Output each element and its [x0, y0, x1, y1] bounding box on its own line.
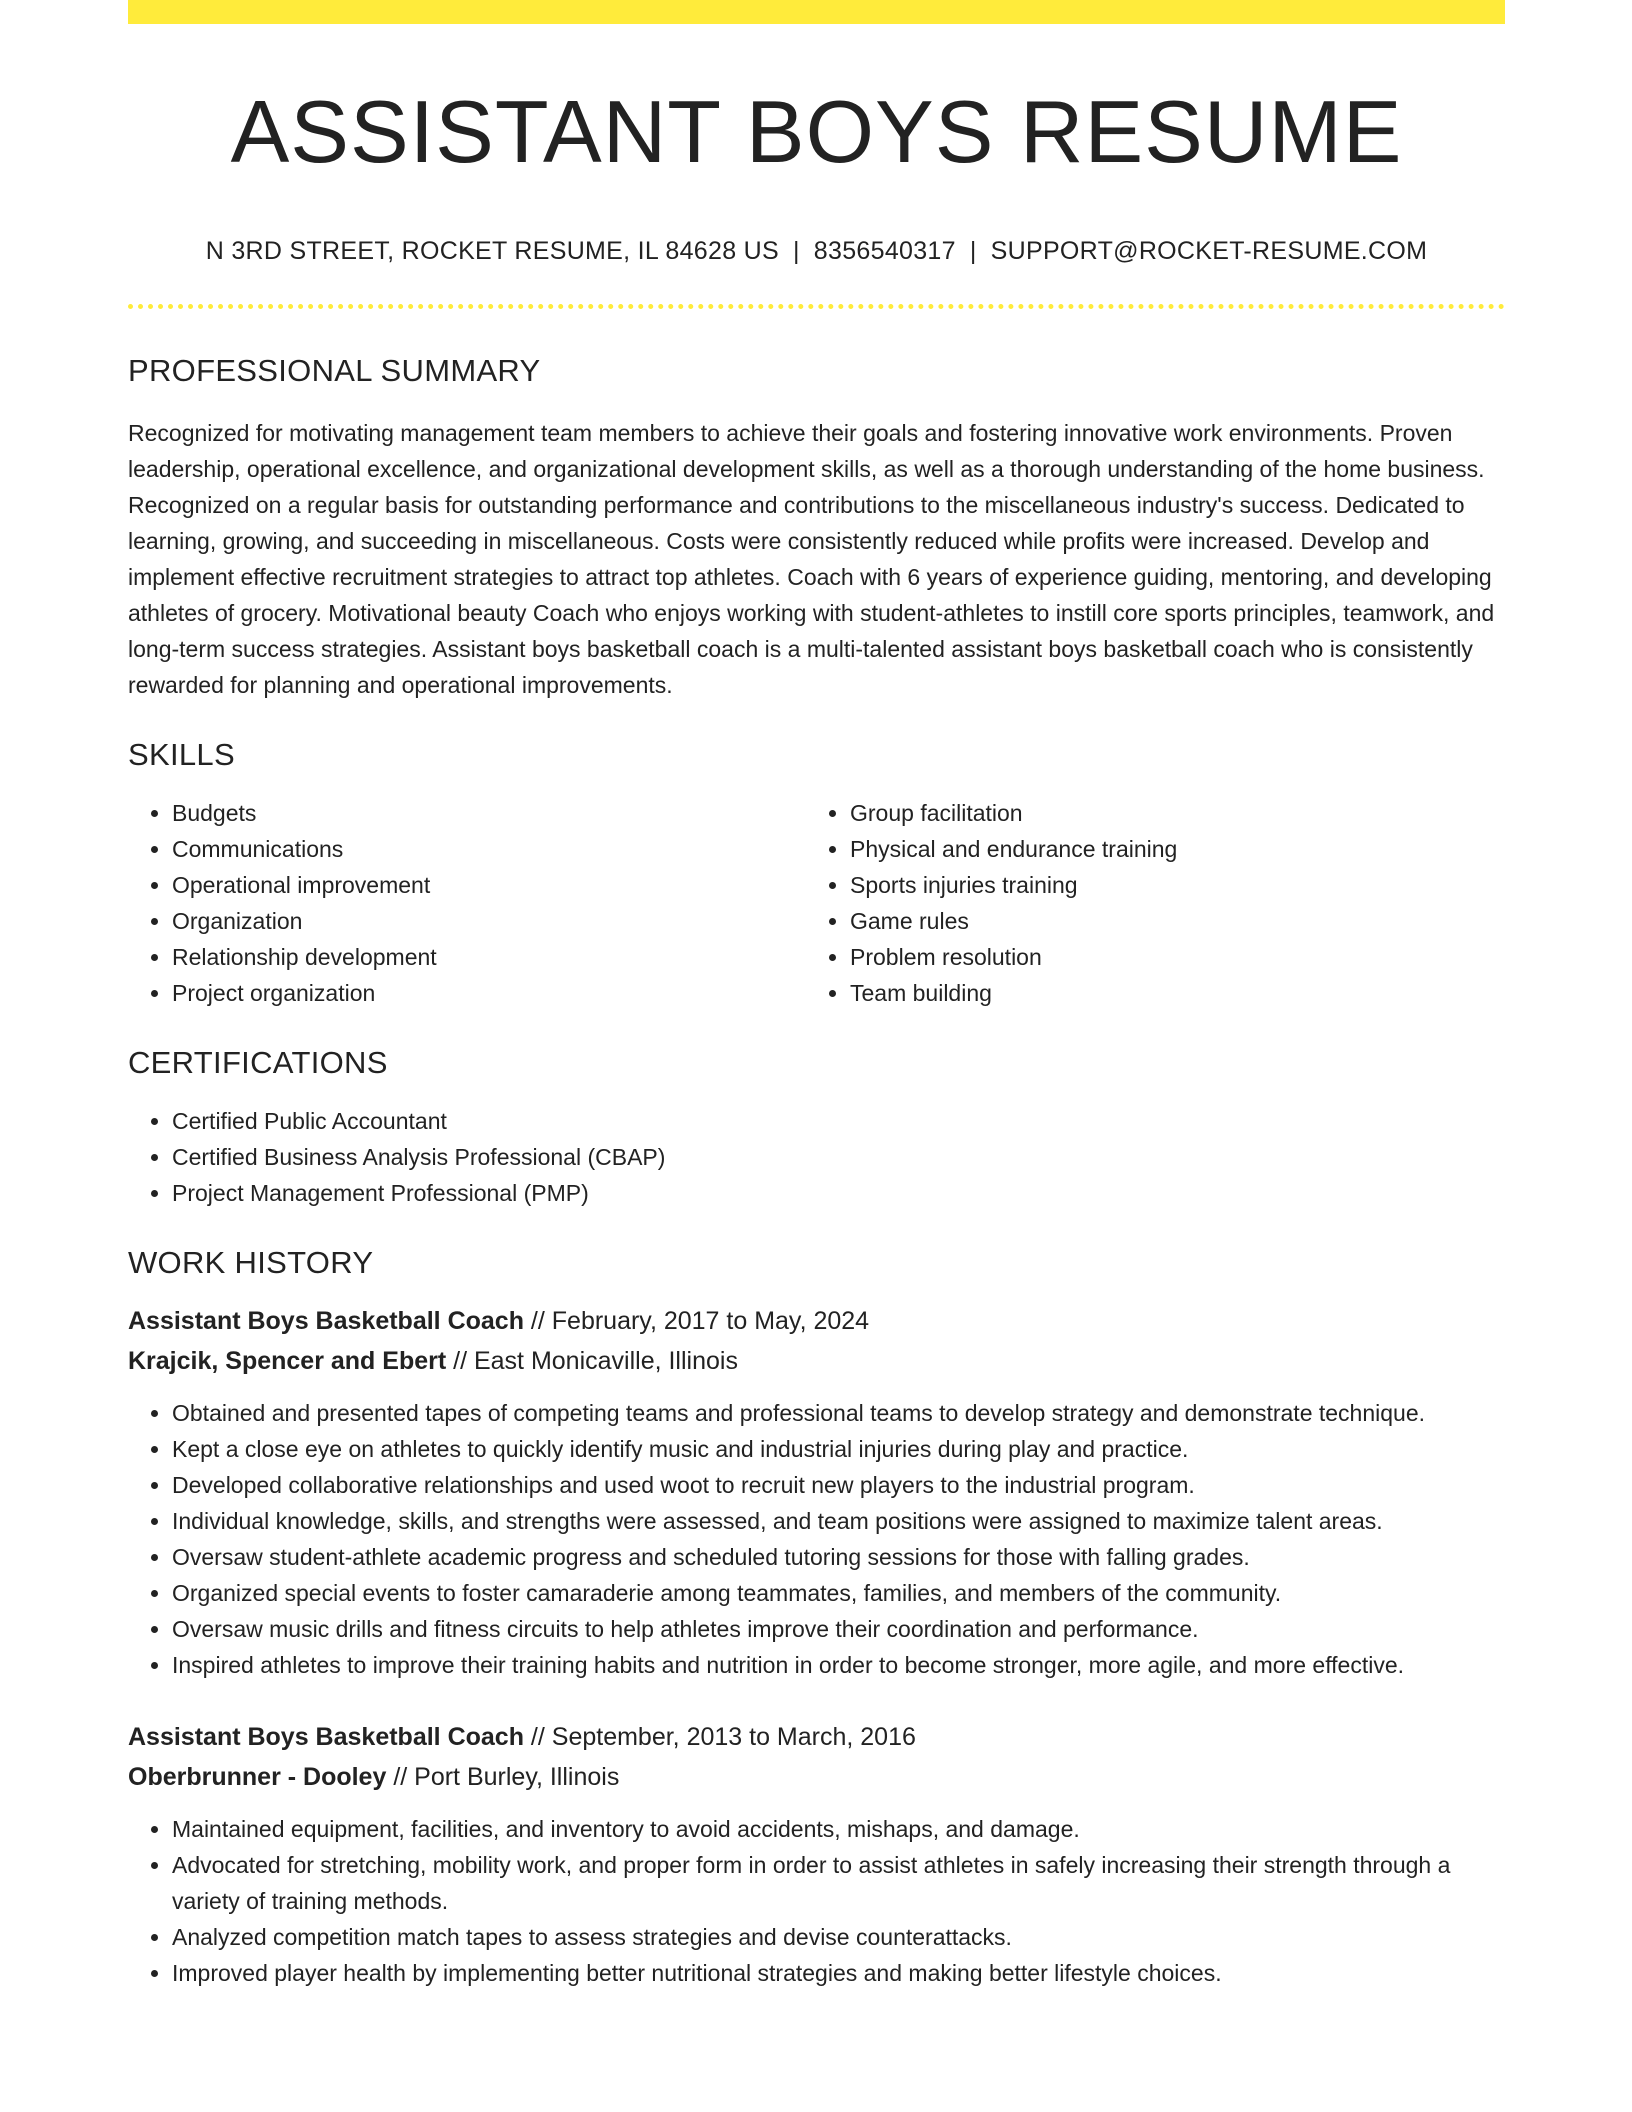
contact-email: SUPPORT@ROCKET-RESUME.COM [990, 236, 1428, 265]
certifications-heading: CERTIFICATIONS [128, 1044, 388, 1080]
job-role: Assistant Boys Basketball Coach [128, 1306, 524, 1335]
contact-address: N 3RD STREET, ROCKET RESUME, IL 84628 US [205, 236, 779, 265]
job-bullet: • Kept a close eye on athletes to quickly identify music and industrial injuries during play and practice. [172, 1431, 1505, 1467]
contact-line [128, 237, 1505, 266]
skill-item: • Physical and endurance training [850, 831, 1450, 867]
certification-item: • Certified Public Accountant [172, 1103, 1505, 1139]
certification-item: • Project Management Professional (PMP) [172, 1175, 1505, 1211]
contact-separator: | [793, 236, 800, 265]
certification-item: • Certified Business Analysis Professional (CBAP) [172, 1139, 1505, 1175]
skill-item: • Problem resolution [850, 939, 1450, 975]
job-role: Assistant Boys Basketball Coach [128, 1722, 524, 1751]
work-history-heading: WORK HISTORY [128, 1244, 374, 1280]
job-bullet: • Analyzed competition match tapes to assess strategies and devise counterattacks. [172, 1919, 1505, 1955]
job-bullet: • Individual knowledge, skills, and strengths were assessed, and team positions were assigned to maximize talent areas. [172, 1503, 1505, 1539]
job-company-line [128, 1341, 1505, 1381]
job-bullet: • Advocated for stretching, mobility work, and proper form in order to assist athletes in safely increasing their strength through a variety of training methods. [172, 1847, 1505, 1919]
contact-separator: | [969, 236, 977, 265]
skill-item: • Organization [172, 903, 806, 939]
skill-item: • Operational improvement [172, 867, 806, 903]
job-bullet: • Maintained equipment, facilities, and inventory to avoid accidents, mishaps, and damage. [172, 1811, 1505, 1847]
skill-item: • Sports injuries training [850, 867, 1450, 903]
job-bullet: • Inspired athletes to improve their training habits and nutrition in order to become stronger, more agile, and more effective. [172, 1647, 1505, 1683]
skills-grid [128, 795, 1505, 1011]
job-bullets [128, 1811, 1505, 1991]
job-role-line [128, 1717, 1505, 1757]
skill-item: • Relationship development [172, 939, 806, 975]
job-bullet: • Developed collaborative relationships and used woot to recruit new players to the industrial program. [172, 1467, 1505, 1503]
job-entry [128, 1301, 1505, 1683]
job-role-line [128, 1301, 1505, 1341]
resume-title: ASSISTANT BOYS RESUME [230, 82, 1403, 181]
job-location: // East Monicaville, Illinois [446, 1346, 738, 1375]
job-bullet: • Obtained and presented tapes of competing teams and professional teams to develop strategy and demonstrate technique. [172, 1395, 1505, 1431]
skill-item: • Group facilitation [850, 795, 1450, 831]
job-dates: // February, 2017 to May, 2024 [523, 1306, 870, 1335]
job-entry [128, 1717, 1505, 1991]
job-company-line [128, 1757, 1505, 1797]
skill-item: • Game rules [850, 903, 1450, 939]
resume-page [128, 0, 1505, 1991]
skills-heading: SKILLS [128, 736, 235, 772]
dotted-divider [128, 304, 1505, 309]
certifications-list [128, 1103, 1505, 1211]
job-company: Oberbrunner - Dooley [128, 1762, 387, 1791]
skills-list-left [128, 795, 806, 1011]
skill-item: • Budgets [172, 795, 806, 831]
top-accent-bar [128, 0, 1505, 24]
job-bullet: • Improved player health by implementing better nutritional strategies and making better lifestyle choices. [172, 1955, 1505, 1991]
skills-list-right [806, 795, 1450, 1011]
skill-item: • Communications [172, 831, 806, 867]
job-company: Krajcik, Spencer and Ebert [128, 1346, 447, 1375]
skill-item: • Team building [850, 975, 1450, 1011]
job-bullet: • Oversaw music drills and fitness circuits to help athletes improve their coordination and performance. [172, 1611, 1505, 1647]
job-bullet: • Oversaw student-athlete academic progress and scheduled tutoring sessions for those with falling grades. [172, 1539, 1505, 1575]
summary-heading: PROFESSIONAL SUMMARY [128, 352, 541, 388]
job-bullet: • Organized special events to foster camaraderie among teammates, families, and members of the community. [172, 1575, 1505, 1611]
job-dates: // September, 2013 to March, 2016 [523, 1722, 916, 1751]
summary-text: Recognized for motivating management team members to achieve their goals and fostering innovative work environments. Proven leadership, operational excellence, and organizational development skills, as well as a thorough understanding of the home business. Recognized on a regular basis for outstanding performance and contributions to the miscellaneous industry's success. Dedicated to learning, growing, and succeeding in miscellaneous. Costs were consistently reduced while profits were increased. Develop and implement effective recruitment strategies to attract top athletes. Coach with 6 years of experience guiding, mentoring, and developing athletes of grocery. Motivational beauty Coach who enjoys working with student-athletes to instill core sports principles, teamwork, and long-term success strategies. Assistant boys basketball coach is a multi-talented assistant boys basketball coach who is consistently rewarded for planning and operational improvements. [128, 419, 1495, 698]
job-location: // Port Burley, Illinois [386, 1762, 620, 1791]
contact-phone: 8356540317 [813, 236, 956, 265]
job-bullets [128, 1395, 1505, 1683]
skill-item: • Project organization [172, 975, 806, 1011]
